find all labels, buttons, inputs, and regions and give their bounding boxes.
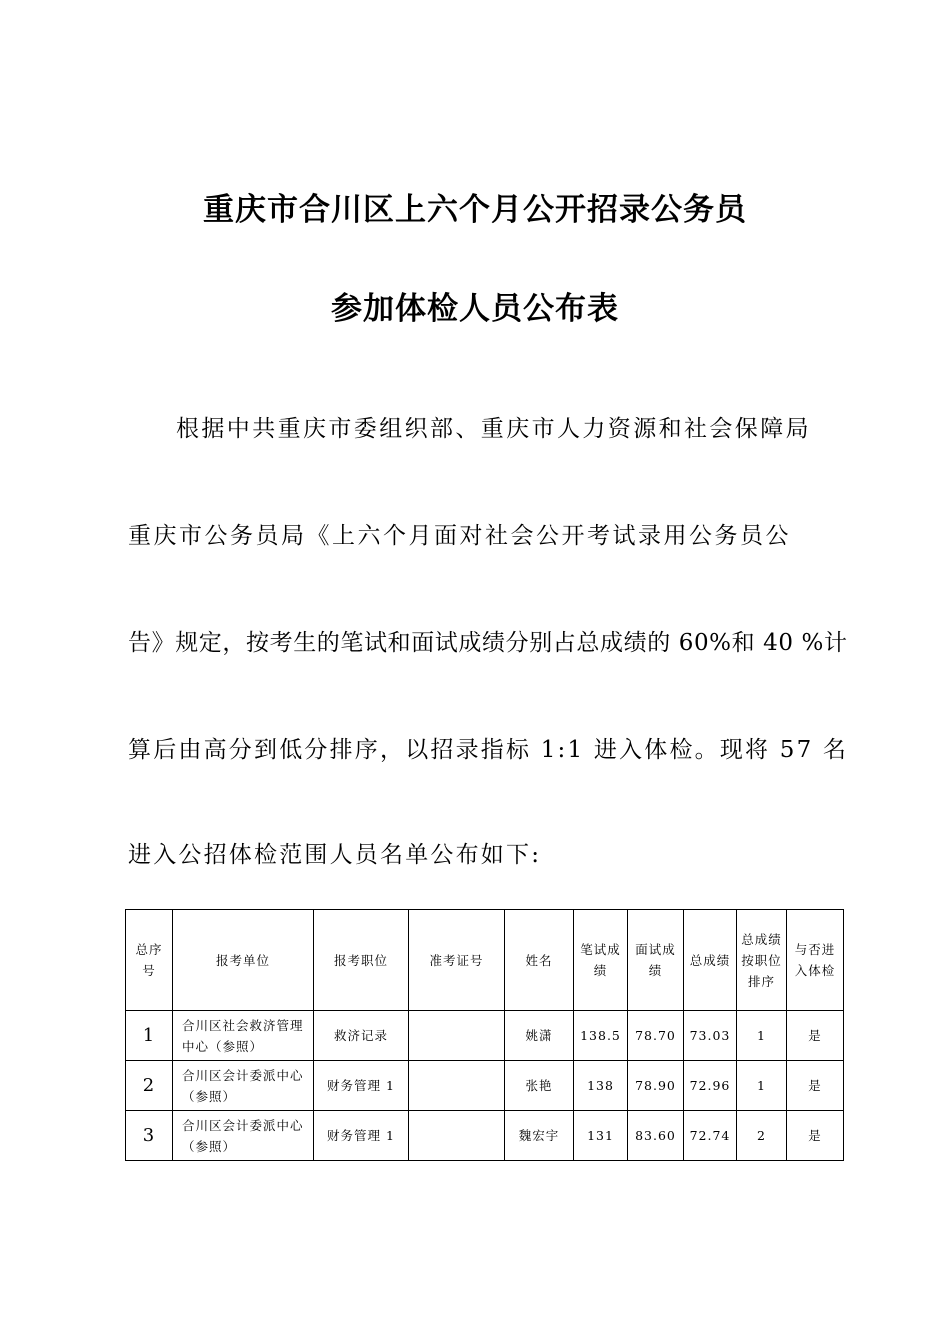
cell-written-score: 131 (574, 1111, 628, 1161)
table-row (126, 1111, 844, 1161)
cell-name: 张艳 (505, 1061, 574, 1111)
cell-seq: 2 (126, 1061, 173, 1111)
cell-rank: 1 (737, 1011, 787, 1061)
table-row (126, 1061, 844, 1111)
header-written-score: 笔试成绩 (574, 910, 628, 1011)
header-exam-no: 准考证号 (409, 910, 505, 1011)
body-paragraph-line: 算后由高分到低分排序，以招录指标 1:1 进入体检。现将 57 名 (128, 737, 849, 763)
header-rank: 总成绩按职位排序 (737, 910, 787, 1011)
table-row (126, 1011, 844, 1061)
header-passed: 与否进入体检 (787, 910, 844, 1011)
body-paragraph-line: 进入公招体检范围人员名单公布如下: (128, 842, 542, 868)
cell-unit: 合川区会计委派中心（参照） (173, 1111, 314, 1161)
table-header-row (126, 910, 844, 1011)
cell-unit: 合川区会计委派中心（参照） (173, 1061, 314, 1111)
cell-exam-no (409, 1111, 505, 1161)
header-name: 姓名 (505, 910, 574, 1011)
cell-unit: 合川区社会救济管理中心（参照） (173, 1011, 314, 1061)
cell-position: 救济记录 (314, 1011, 409, 1061)
header-interview-score: 面试成绩 (628, 910, 684, 1011)
cell-rank: 1 (737, 1061, 787, 1111)
cell-rank: 2 (737, 1111, 787, 1161)
cell-total-score: 72.74 (684, 1111, 737, 1161)
cell-seq: 3 (126, 1111, 173, 1161)
cell-passed: 是 (787, 1111, 844, 1161)
cell-total-score: 72.96 (684, 1061, 737, 1111)
cell-seq: 1 (126, 1011, 173, 1061)
cell-position: 财务管理 1 (314, 1111, 409, 1161)
body-paragraph-line: 根据中共重庆市委组织部、重庆市人力资源和社会保障局 (176, 416, 811, 442)
header-unit: 报考单位 (173, 910, 314, 1011)
cell-exam-no (409, 1061, 505, 1111)
exam-roster-table (125, 909, 844, 1161)
header-seq: 总序号 (126, 910, 173, 1011)
cell-passed: 是 (787, 1061, 844, 1111)
cell-written-score: 138.5 (574, 1011, 628, 1061)
cell-name: 姚潇 (505, 1011, 574, 1061)
cell-passed: 是 (787, 1011, 844, 1061)
cell-interview-score: 78.90 (628, 1061, 684, 1111)
cell-name: 魏宏宇 (505, 1111, 574, 1161)
cell-interview-score: 78.70 (628, 1011, 684, 1061)
body-paragraph-line: 重庆市公务员局《上六个月面对社会公开考试录用公务员公 (128, 523, 791, 549)
cell-total-score: 73.03 (684, 1011, 737, 1061)
document-title-line1: 重庆市合川区上六个月公开招录公务员 (203, 192, 747, 228)
document-title-line2: 参加体检人员公布表 (331, 291, 619, 327)
header-total-score: 总成绩 (684, 910, 737, 1011)
cell-written-score: 138 (574, 1061, 628, 1111)
cell-position: 财务管理 1 (314, 1061, 409, 1111)
cell-interview-score: 83.60 (628, 1111, 684, 1161)
cell-exam-no (409, 1011, 505, 1061)
header-position: 报考职位 (314, 910, 409, 1011)
body-paragraph-line: 告》规定，按考生的笔试和面试成绩分别占总成绩的 60%和 40 %计 (128, 630, 848, 656)
